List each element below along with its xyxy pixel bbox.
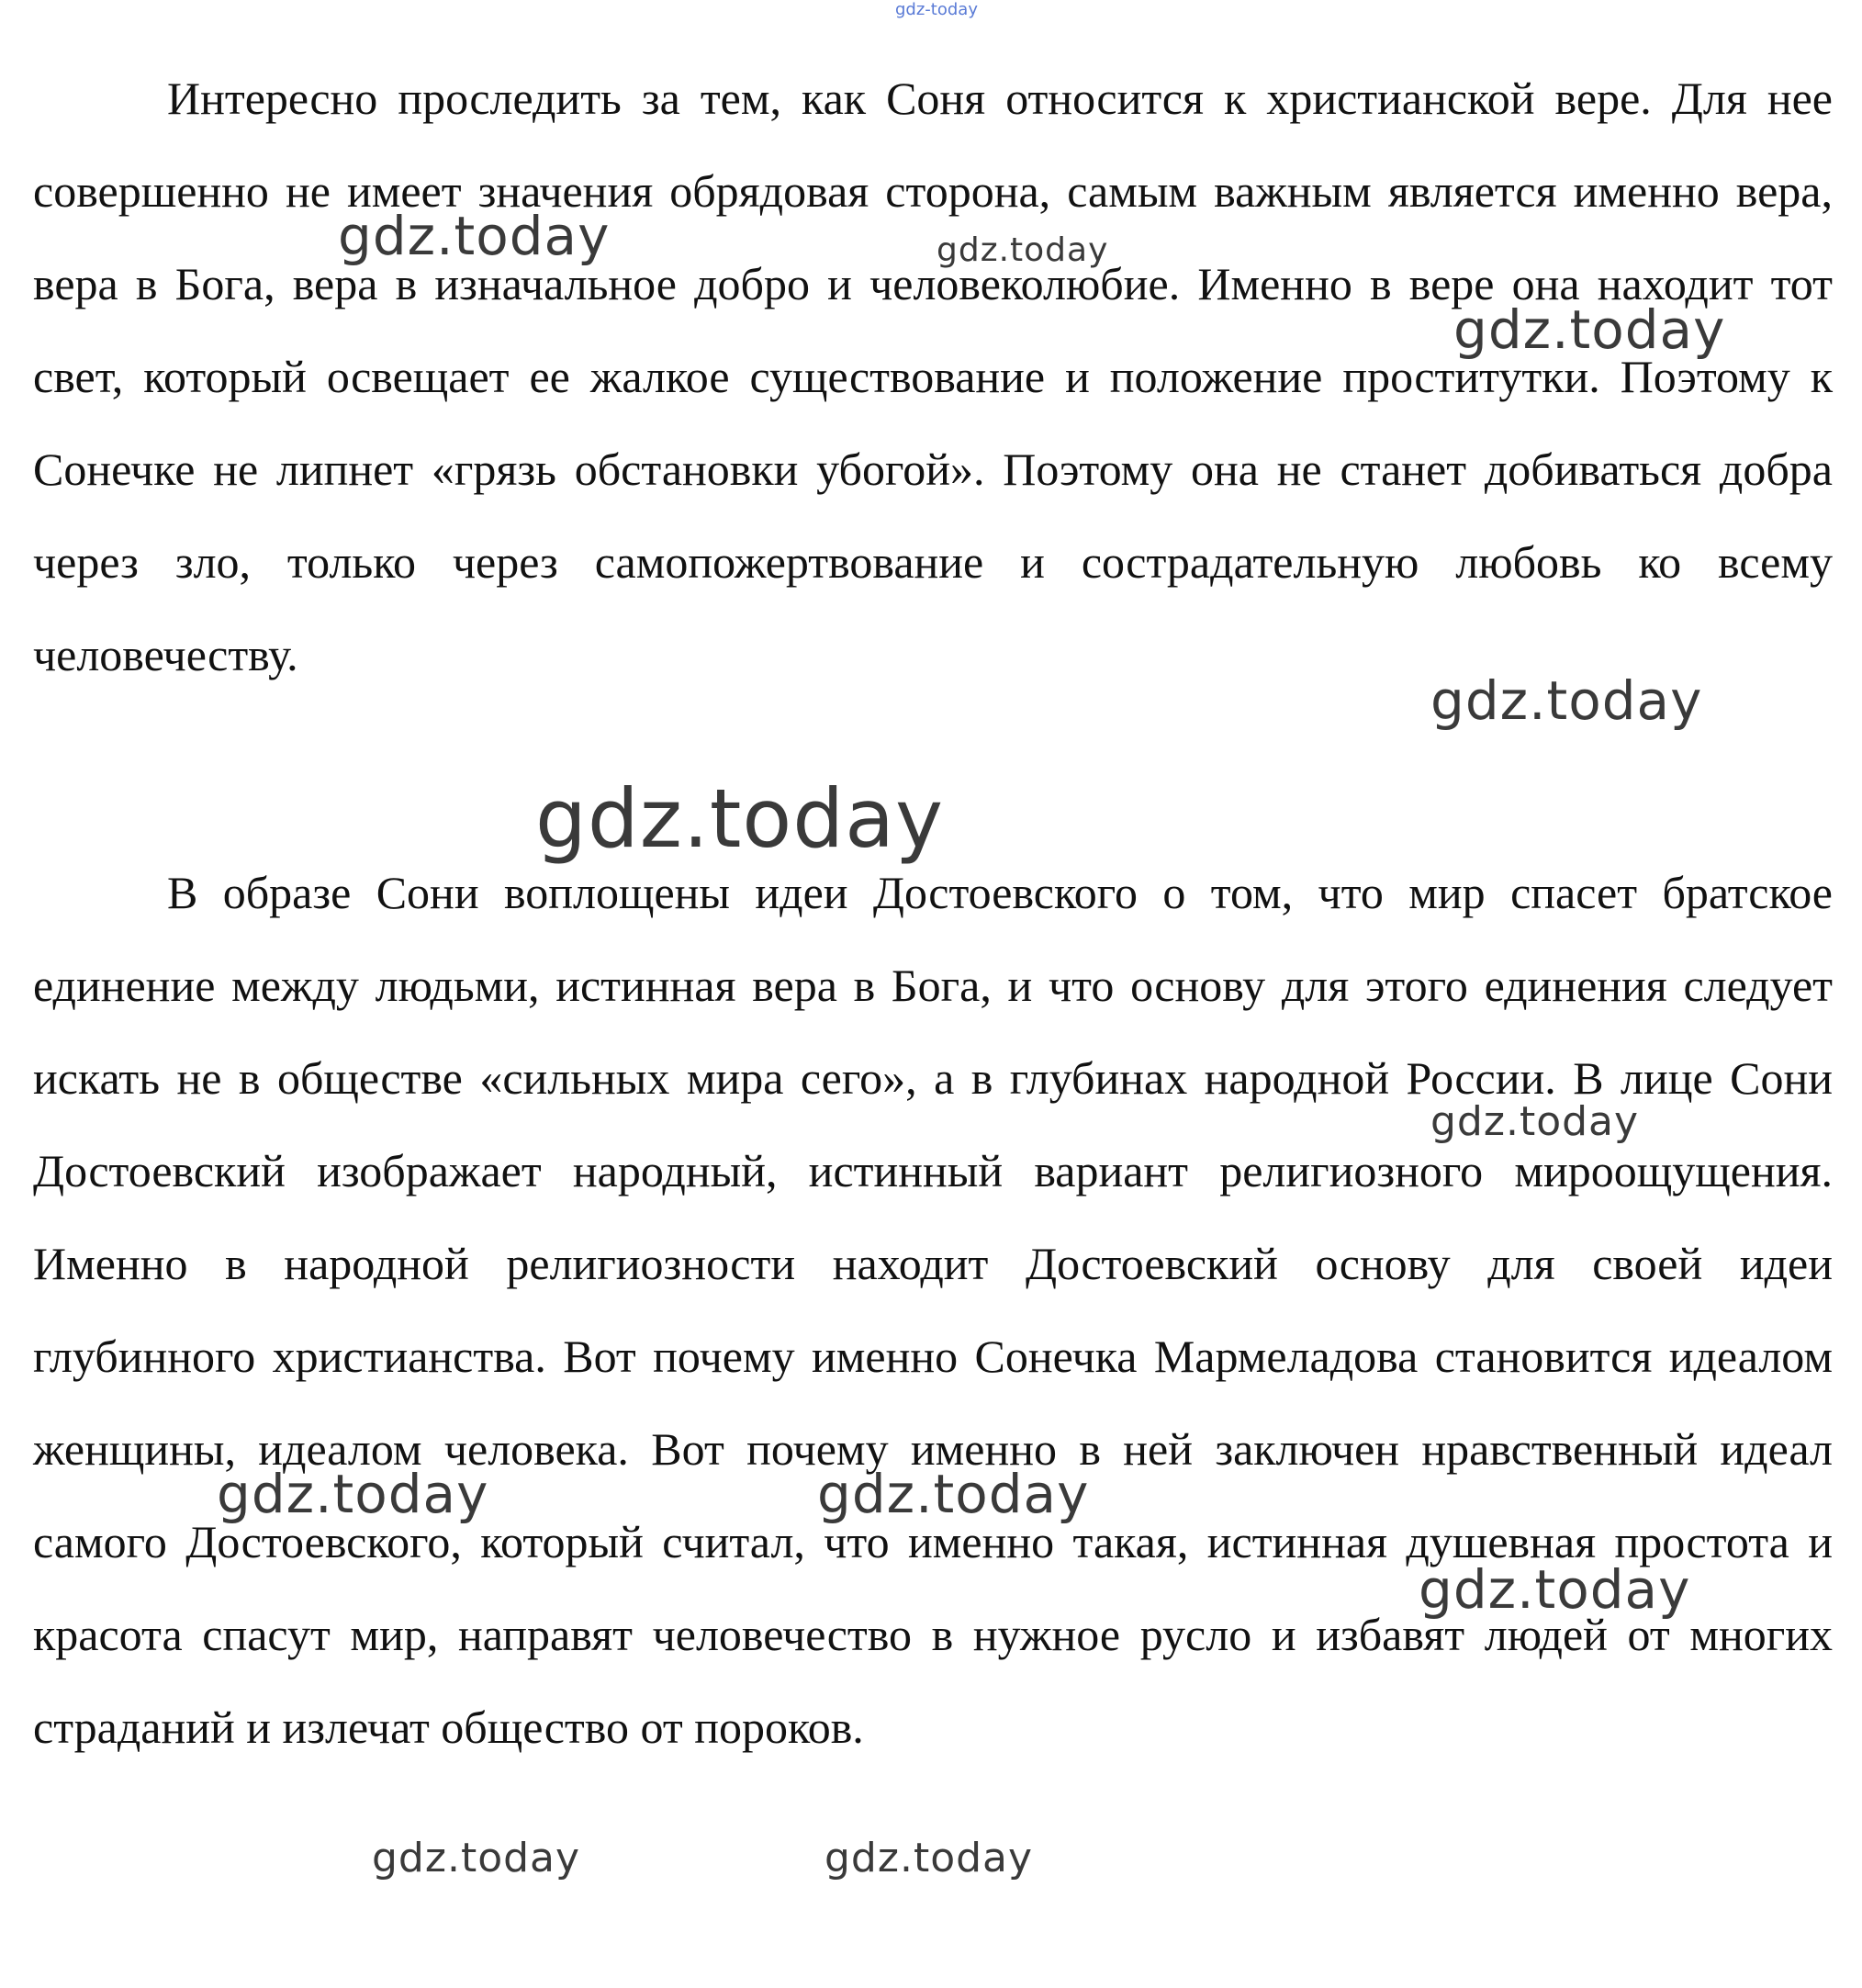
paragraph-2: В образе Сони воплощены идеи Достоевского о том, что мир спасет братское единение между людьми, истинная вера в Бога, и что основу для этого единения следует искать не в обществе «сильных мира сего», а в глубинах народной России. В лице Сони Достоевский изображает народный, истинный вариант религиозного мироощущения. Именно в народной религиозности находит Достоевский основу для своей идеи глубинного христианства. Вот почему именно Сонечка Мармеладова становится идеалом женщины, идеалом человека. Вот почему именно в ней заключен нравственный идеал самого Достоевского, который считал, что именно такая, истинная душевная простота и красота спасут мир, направят человечество в нужное русло и избавят людей от многих страданий и излечат общество от пороков. bbox=[33, 867, 1833, 1753]
paragraph-1: Интересно проследить за тем, как Соня относится к христианской вере. Для нее совершенно не имеет значения обрядовая сторона, самым важным является именно вера, вера в Бога, вера в изначальное добро и человеколюбие. Именно в вере она находит тот свет, который освещает ее жалкое существование и положение проститутки. Поэтому к Сонечке не липнет «грязь обстановки убогой». Поэтому она не станет добиваться добра через зло, только через самопожертвование и сострадательную любовь ко всему человечеству. bbox=[33, 73, 1833, 680]
watermark: gdz.today bbox=[338, 205, 611, 267]
watermark: gdz.today bbox=[817, 1463, 1090, 1525]
watermark: gdz.today bbox=[535, 771, 945, 866]
watermark: gdz.today bbox=[372, 1835, 581, 1881]
watermark: gdz.today bbox=[1419, 1558, 1691, 1621]
watermark-top: gdz-today bbox=[895, 0, 978, 19]
watermark: gdz.today bbox=[1430, 669, 1703, 732]
watermark: gdz.today bbox=[217, 1463, 489, 1525]
watermark: gdz.today bbox=[937, 231, 1109, 269]
watermark: gdz.today bbox=[824, 1835, 1034, 1881]
watermark: gdz.today bbox=[1430, 1098, 1640, 1145]
watermark: gdz.today bbox=[1453, 298, 1726, 361]
